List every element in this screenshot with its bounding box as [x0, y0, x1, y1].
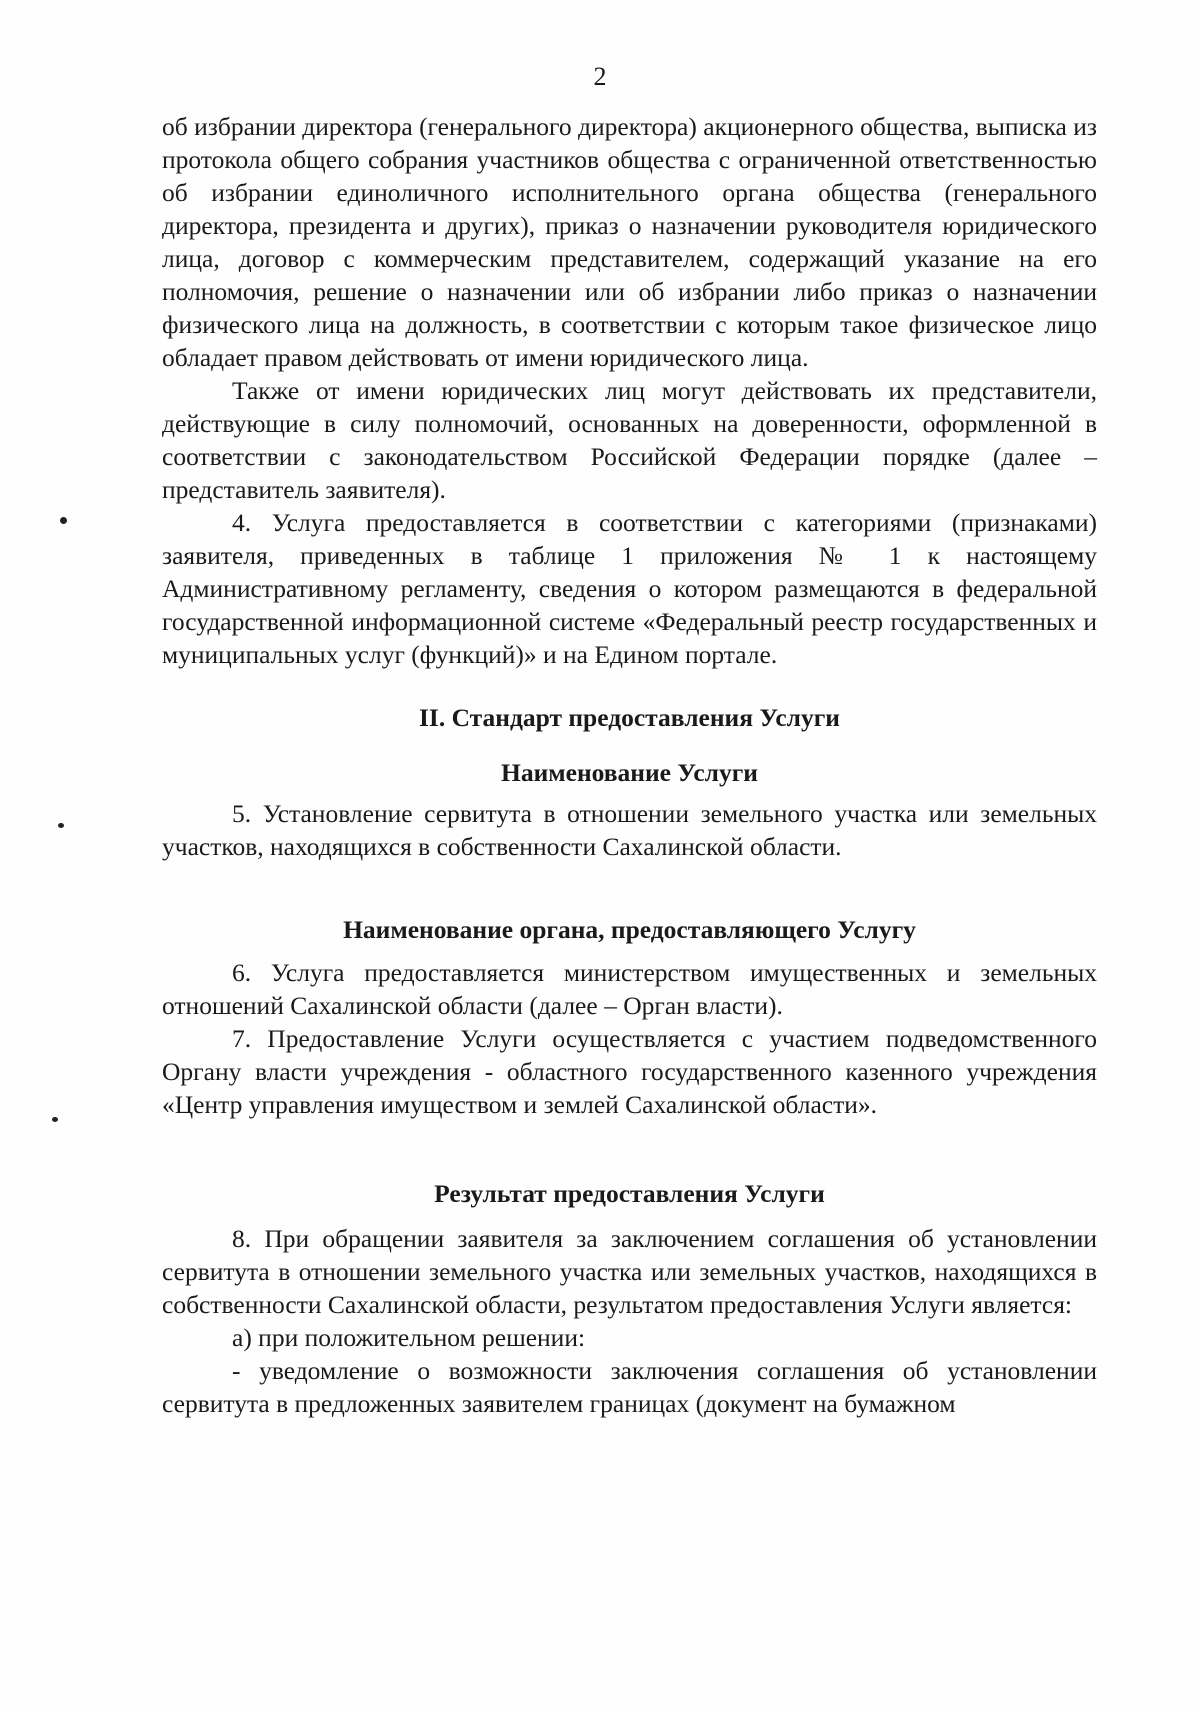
- page-number: 2: [593, 62, 607, 91]
- paragraph-8a: а) при положительном решении:: [232, 1323, 586, 1352]
- paragraph-5: 5. Установление сервитута в отношении земельного участка или земельных участков, находящихся в собственности Сахалинской области.: [162, 799, 1097, 861]
- paragraph-8: 8. При обращении заявителя за заключением соглашения об установлении сервитута в отношении земельного участка или земельных участков, находящихся в собственности Сахалинской области, результатом предоставления Услуги является:: [162, 1224, 1097, 1319]
- paragraph-4: 4. Услуга предоставляется в соответствии с категориями (признаками) заявителя, приведенных в таблице 1 приложения № 1 к настоящему Административному регламенту, сведения о котором размещаются в федеральной государственной информационной системе «Федеральный реестр государственных и муниципальных услуг (функций)» и на Едином портале.: [162, 508, 1097, 669]
- paragraph-7: 7. Предоставление Услуги осуществляется с участием подведомственного Органу власти учреждения - областного государственного казенного учреждения «Центр управления имуществом и землей Сахалинской области».: [162, 1024, 1097, 1119]
- section-heading-2: II. Стандарт предоставления Услуги: [419, 703, 840, 732]
- heading-service-result: Результат предоставления Услуги: [434, 1179, 825, 1208]
- heading-service-organ: Наименование органа, предоставляющего Услугу: [343, 915, 916, 944]
- paragraph-8b: - уведомление о возможности заключения соглашения об установлении сервитута в предложенных заявителем границах (документ на бумажном: [162, 1356, 1097, 1418]
- scan-speck: [58, 823, 64, 828]
- scan-speck: [52, 1117, 58, 1122]
- heading-service-name: Наименование Услуги: [501, 758, 758, 787]
- paragraph-representatives: Также от имени юридических лиц могут действовать их представители, действующие в силу полномочий, основанных на доверенности, оформленной в соответствии с законодательством Российской Федерации порядке (далее – представитель заявителя).: [162, 376, 1097, 504]
- paragraph-continuation: об избрании директора (генерального директора) акционерного общества, выписка из протокола общего собрания участников общества с ограниченной ответственностью об избрании единоличного исполнительного органа общества (генерального директора, президента и других), приказ о назначении руководителя юридического лица, договор с коммерческим представителем, содержащий указание на его полномочия, решение о назначении или об избрании либо приказ о назначении физического лица на должность, в соответствии с которым такое физическое лицо обладает правом действовать от имени юридического лица.: [162, 112, 1097, 372]
- scan-speck: [60, 517, 67, 524]
- paragraph-6: 6. Услуга предоставляется министерством имущественных и земельных отношений Сахалинской области (далее – Орган власти).: [162, 958, 1097, 1020]
- document-body: [162, 110, 1097, 1420]
